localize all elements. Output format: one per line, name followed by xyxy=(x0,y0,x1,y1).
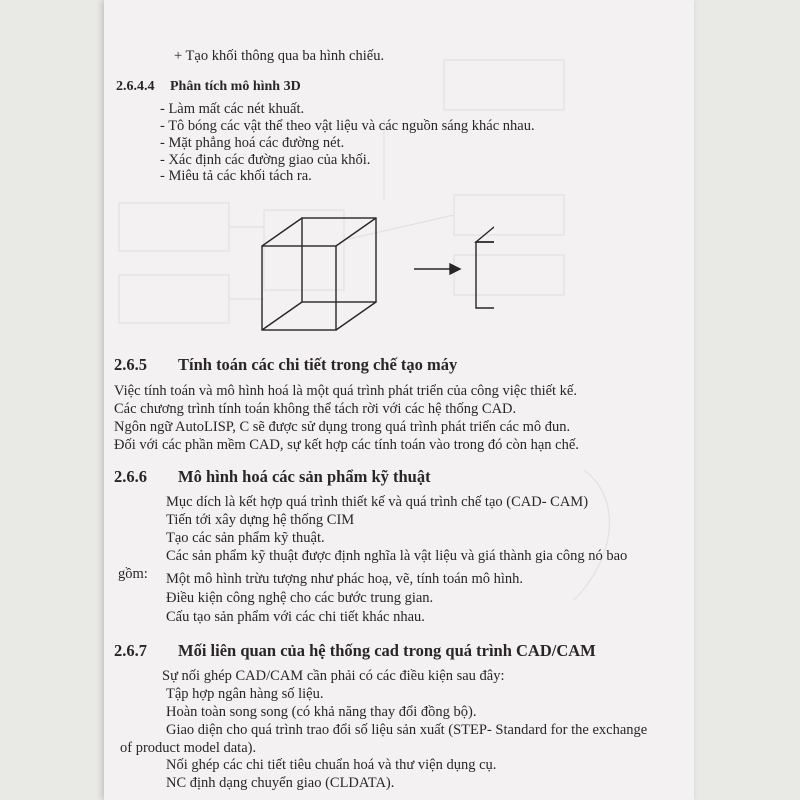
s266-line-1: Mục dích là kết hợp quá trình thiết kế và quá trình chế tạo (CAD- CAM) xyxy=(166,494,589,510)
s267-line-1: Sự nối ghép CAD/CAM cần phải có các điều kiện sau đây: xyxy=(162,668,505,684)
hidden-line-removal-figure xyxy=(254,212,494,336)
s267-line-7: NC định dạng chuyển giao (CLDATA). xyxy=(166,775,395,791)
s266-line-7: Điều kiện công nghệ cho các bước trung gian. xyxy=(166,590,434,606)
section-267-number: 2.6.7 xyxy=(114,641,147,660)
s265-line-3: Ngôn ngữ AutoLISP, C sẽ được sử dụng trong quá trình phát triển các mô đun. xyxy=(114,419,571,435)
section-2644-number: 2.6.4.4 xyxy=(116,79,155,94)
bullet-5: - Miêu tả các khối tách ra. xyxy=(160,168,312,184)
s266-line-3: Tạo các sản phẩm kỹ thuật. xyxy=(166,530,325,546)
bullet-1: - Làm mất các nét khuất. xyxy=(160,101,305,117)
solid-cube-icon xyxy=(476,222,494,308)
bullet-4: - Xác định các đường giao của khối. xyxy=(160,152,371,168)
s267-line-5: of product model data). xyxy=(120,740,257,756)
section-267-title: Mối liên quan của hệ thống cad trong quá trình CAD/CAM xyxy=(178,641,596,660)
s267-line-2: Tập hợp ngân hàng số liệu. xyxy=(166,686,324,702)
bullet-3: - Mặt phẳng hoá các đường nét. xyxy=(160,135,345,151)
s267-line-4: Giao diện cho quá trình trao đổi số liệu sản xuất (STEP- Standard for the exchange xyxy=(166,722,648,738)
wireframe-cube-icon xyxy=(262,218,376,330)
bullet-2: - Tô bóng các vật thể theo vật liệu và các nguồn sáng khác nhau. xyxy=(160,118,535,134)
s267-line-6: Nối ghép các chi tiết tiêu chuẩn hoá và thư viện dụng cụ. xyxy=(166,757,497,773)
s265-line-2: Các chương trình tính toán không thể tách rời với các hệ thống CAD. xyxy=(114,401,517,417)
section-2644-title: Phân tích mô hình 3D xyxy=(170,79,301,94)
s266-line-4: Các sản phẩm kỹ thuật được định nghĩa là vật liệu và giá thành gia công nó bao xyxy=(166,548,628,564)
arrow-icon xyxy=(414,264,460,274)
book-page xyxy=(104,0,694,800)
s267-line-3: Hoàn toàn song song (có khả năng thay đổi đồng bộ). xyxy=(166,704,477,720)
s266-line-8: Cấu tạo sản phẩm với các chi tiết khác nhau. xyxy=(166,609,425,625)
section-265-title: Tính toán các chi tiết trong chế tạo máy xyxy=(178,355,458,374)
top-line: + Tạo khối thông qua ba hình chiếu. xyxy=(174,48,385,64)
s265-line-1: Việc tính toán và mô hình hoá là một quá trình phát triển của công việc thiết kế. xyxy=(114,383,577,399)
section-266-title: Mô hình hoá các sản phẩm kỹ thuật xyxy=(178,467,431,486)
s265-line-4: Đối với các phần mềm CAD, sự kết hợp các tính toán vào trong đó còn hạn chế. xyxy=(114,437,579,453)
s266-line-5: gồm: xyxy=(118,566,148,582)
section-265-number: 2.6.5 xyxy=(114,355,147,374)
section-266-number: 2.6.6 xyxy=(114,467,147,486)
s266-line-6: Một mô hình trừu tượng như phác hoạ, vẽ, tính toán mô hình. xyxy=(166,571,524,587)
s266-line-2: Tiến tới xây dựng hệ thống CIM xyxy=(166,512,355,528)
